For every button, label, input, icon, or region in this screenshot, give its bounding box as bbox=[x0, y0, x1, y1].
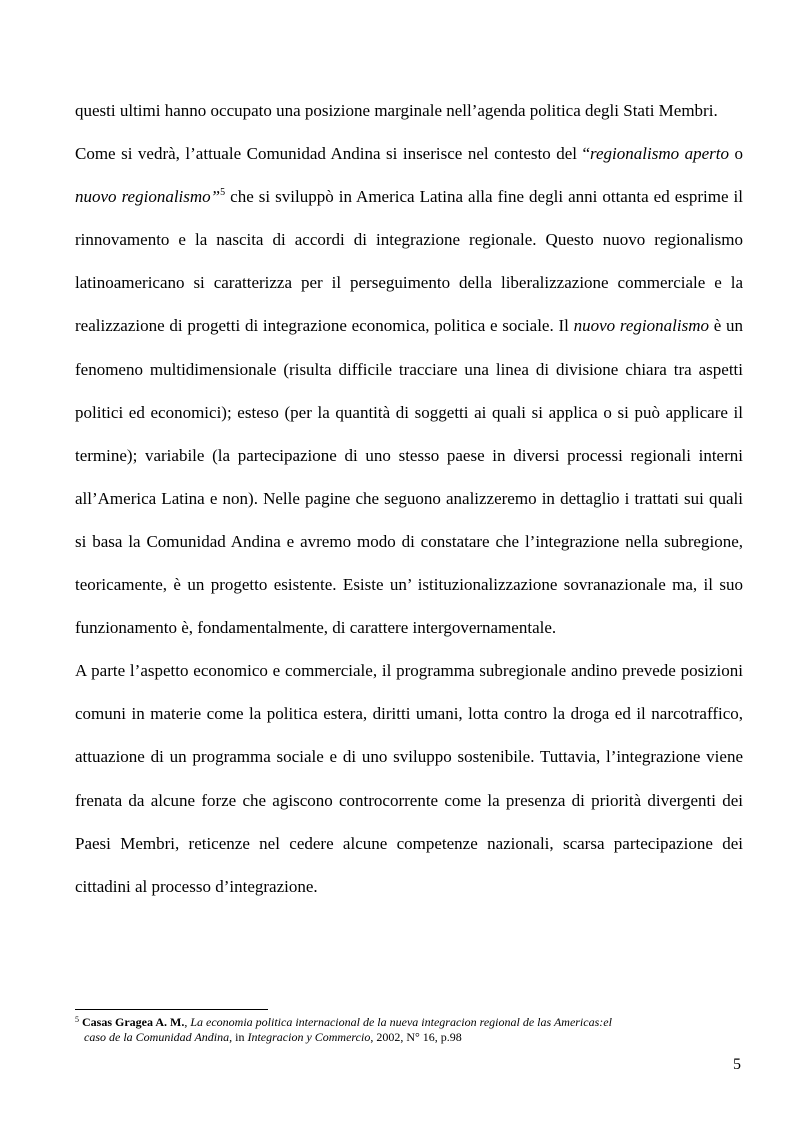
footnote-continuation: caso de la Comunidad Andina, in Integracion y Commercio, 2002, N° 16, p.98 bbox=[84, 1030, 462, 1044]
paragraph-3: A parte l’aspetto economico e commerciale, il programma subregionale andino prevede posizioni comuni in materie come la politica estera, diritti umani, lotta contro la droga ed il narcotraffico, attuazione di un programma sociale e di uno sviluppo sostenibile. Tuttavia, l’integrazione viene frenata da alcune forze che agiscono controcorrente come la presenza di priorità divergenti dei Paesi Membri, reticenze nel cedere alcune competenze nazionali, scarsa partecipazione dei cittadini al processo d’integrazione. bbox=[75, 661, 743, 896]
footnote-divider bbox=[75, 1009, 268, 1010]
footnote-reference[interactable]: 5 bbox=[220, 187, 226, 199]
footnote-title: La economia politica internacional de la nueva integracion regional de las Americas:el bbox=[190, 1015, 612, 1029]
paragraph-2: Come si vedrà, l’attuale Comunidad Andina si inserisce nel contesto del “regionalismo aperto o nuovo regionalismo”$^5$ che si sviluppò in America Latina alla fine degli anni ottanta ed esprime il rinnovamento e la nascita di accordi di integrazione regionale. Questo nuovo regionalismo latinoamericano si caratterizza per il perseguimento della liberalizzazione commerciale e la realizzazione di progetti di integrazione economica, politica e sociale. Il nuovo regionalismo è un fenomeno multidimensionale (risulta difficile tracciare una linea di divisione chiara tra aspetti politici ed economici); esteso (per la quantità di soggetti ai quali si applica o si può applicare il termine); variabile (la partecipazione di uno stesso paese in diversi processi regionali interni all’America Latina e non). Nelle pagine che seguono analizzeremo in dettaglio i trattati sui quali si basa la Comunidad Andina e avremo modo di constatare che l’integrazione nella subregione, teoricamente, è un progetto esistente. Esiste un’ istituzionalizzazione sovranazionale ma, il suo funzionamento è, fondamentalmente, di carattere intergovernamentale. bbox=[75, 144, 744, 638]
footnote: $^5$ Casas Gragea A. M., La economia politica internacional de la nueva integracion regional de las Americas:el caso de la Comunidad Andina, in Integracion y Commercio, 2002, N° 16, p.98 bbox=[75, 1015, 743, 1045]
footnote-author: Casas Gragea A. M. bbox=[82, 1015, 185, 1029]
term-regionalismo-aperto: regionalismo aperto bbox=[590, 144, 729, 164]
body-text bbox=[75, 89, 743, 908]
paragraph-1: questi ultimi hanno occupato una posizione marginale nell’agenda politica degli Stati Membri. bbox=[75, 101, 718, 120]
term-nuovo-regionalismo-2: nuovo regionalismo bbox=[573, 316, 709, 336]
footnote-number: 5 bbox=[75, 1015, 79, 1024]
term-nuovo-regionalismo: nuovo regionalismo bbox=[75, 187, 211, 207]
footnote-journal: Integracion y Commercio bbox=[247, 1030, 371, 1044]
page-number: 5 bbox=[733, 1056, 741, 1073]
